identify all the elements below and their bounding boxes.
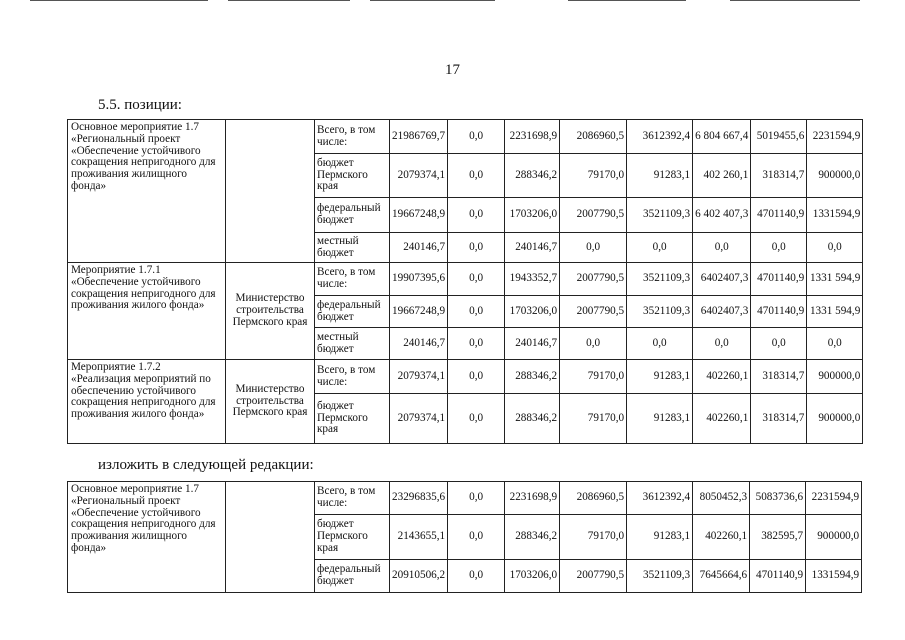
amount-cell: 19907395,6 (390, 263, 448, 296)
amount-cell: 0,0 (751, 233, 807, 263)
amount-cell: 2231594,9 (807, 120, 863, 154)
amount-cell: 0,0 (448, 515, 505, 560)
responsible-executor: Министерство строительства Пермского края (226, 263, 315, 360)
amount-cell: 240146,7 (505, 328, 560, 360)
activity-name: Основное мероприятие 1.7 «Региональный проект «Обеспечение устойчивого сокращения непригодного для проживания жилищного фонда» (68, 120, 226, 263)
amount-cell: 0,0 (560, 233, 627, 263)
responsible-executor (226, 120, 315, 263)
amount-cell: 900000,0 (807, 394, 863, 444)
amount-cell: 0,0 (693, 328, 751, 360)
amount-cell: 2079374,1 (390, 394, 448, 444)
responsible-executor (226, 482, 315, 593)
amount-cell: 0,0 (448, 482, 505, 515)
amount-cell: 1331594,9 (806, 560, 862, 593)
replace-note: изложить в следующей редакции: (98, 457, 314, 473)
amount-cell: 4701140,9 (751, 296, 807, 328)
amount-cell: 4701140,9 (750, 560, 806, 593)
amount-cell: 0,0 (627, 233, 693, 263)
amount-cell: 288346,2 (505, 154, 560, 198)
amount-cell: 240146,7 (390, 328, 448, 360)
amount-cell: 19667248,9 (390, 296, 448, 328)
amount-cell: 5019455,6 (751, 120, 807, 154)
amount-cell: 2007790,5 (560, 296, 627, 328)
amount-cell: 1943352,7 (505, 263, 560, 296)
amount-cell: 0,0 (448, 198, 505, 233)
amount-cell: 288346,2 (505, 515, 560, 560)
amount-cell: 0,0 (448, 296, 505, 328)
table-row (68, 120, 863, 154)
amount-cell: 3612392,4 (627, 120, 693, 154)
amount-cell: 23296835,6 (390, 482, 448, 515)
funding-source: федеральный бюджет (315, 198, 390, 233)
amount-cell: 288346,2 (505, 360, 560, 394)
amount-cell: 6402407,3 (693, 296, 751, 328)
responsible-executor: Министерство строительства Пермского края (226, 360, 315, 444)
amount-cell: 0,0 (807, 233, 863, 263)
amount-cell: 0,0 (448, 154, 505, 198)
funding-source: бюджет Пермского края (315, 154, 390, 198)
amount-cell: 0,0 (751, 328, 807, 360)
amount-cell: 2079374,1 (390, 360, 448, 394)
amount-cell: 0,0 (693, 233, 751, 263)
amount-cell: 0,0 (627, 328, 693, 360)
amount-cell: 0,0 (807, 328, 863, 360)
amount-cell: 402260,1 (693, 394, 751, 444)
amount-cell: 0,0 (448, 263, 505, 296)
section-title: 5.5. позиции: (98, 97, 182, 113)
amount-cell: 5083736,6 (750, 482, 806, 515)
amount-cell: 382595,7 (750, 515, 806, 560)
amount-cell: 900000,0 (807, 360, 863, 394)
activity-name: Основное мероприятие 1.7 «Региональный проект «Обеспечение устойчивого сокращения непригодного для проживания жилищного фонда» (68, 482, 226, 593)
amount-cell: 3521109,3 (627, 263, 693, 296)
amount-cell: 900000,0 (807, 154, 863, 198)
amount-cell: 0,0 (448, 560, 505, 593)
amount-cell: 2007790,5 (560, 263, 627, 296)
scan-edge-line (228, 0, 350, 1)
funding-source: федеральный бюджет (315, 560, 390, 593)
amount-cell: 402260,1 (693, 515, 750, 560)
amount-cell: 318314,7 (751, 360, 807, 394)
amount-cell: 0,0 (560, 328, 627, 360)
amount-cell: 4701140,9 (751, 263, 807, 296)
amount-cell: 4701140,9 (751, 198, 807, 233)
amount-cell: 1703206,0 (505, 296, 560, 328)
amount-cell: 79170,0 (560, 394, 627, 444)
amount-cell: 2086960,5 (560, 120, 627, 154)
amount-cell: 21986769,7 (390, 120, 448, 154)
scan-edge-line (30, 0, 208, 1)
scan-edge-line (568, 0, 686, 1)
scan-edge-line (730, 0, 860, 1)
amount-cell: 1331594,9 (807, 198, 863, 233)
amount-cell: 3521109,3 (627, 560, 693, 593)
amount-cell: 3612392,4 (627, 482, 693, 515)
amount-cell: 3521109,3 (627, 198, 693, 233)
amount-cell: 0,0 (448, 120, 505, 154)
amount-cell: 2086960,5 (560, 482, 627, 515)
amount-cell: 7645664,6 (693, 560, 750, 593)
amount-cell: 2231698,9 (505, 120, 560, 154)
amount-cell: 0,0 (448, 360, 505, 394)
funding-source: бюджет Пермского края (315, 515, 390, 560)
table-row (68, 263, 863, 296)
amount-cell: 1331 594,9 (807, 296, 863, 328)
amount-cell: 2007790,5 (560, 560, 627, 593)
amount-cell: 6 402 407,3 (693, 198, 751, 233)
amount-cell: 1703206,0 (505, 198, 560, 233)
amount-cell: 91283,1 (627, 394, 693, 444)
new-funding-table (67, 481, 862, 593)
funding-source: Всего, в том числе: (315, 263, 390, 296)
amount-cell: 0,0 (448, 394, 505, 444)
funding-source: бюджет Пермского края (315, 394, 390, 444)
old-funding-table (67, 119, 863, 444)
amount-cell: 402 260,1 (693, 154, 751, 198)
amount-cell: 2231594,9 (806, 482, 862, 515)
amount-cell: 19667248,9 (390, 198, 448, 233)
amount-cell: 91283,1 (627, 360, 693, 394)
table-row (68, 482, 862, 515)
funding-source: Всего, в том числе: (315, 120, 390, 154)
funding-source: Всего, в том числе: (315, 360, 390, 394)
funding-source: Всего, в том числе: (315, 482, 390, 515)
amount-cell: 2079374,1 (390, 154, 448, 198)
amount-cell: 240146,7 (505, 233, 560, 263)
amount-cell: 900000,0 (806, 515, 862, 560)
amount-cell: 6 804 667,4 (693, 120, 751, 154)
amount-cell: 79170,0 (560, 515, 627, 560)
activity-name: Мероприятие 1.7.2 «Реализация мероприятий по обеспечению устойчивого сокращения непригодного для проживания жилого фонда» (68, 360, 226, 444)
amount-cell: 79170,0 (560, 154, 627, 198)
funding-source: местный бюджет (315, 328, 390, 360)
amount-cell: 1331 594,9 (807, 263, 863, 296)
table-row (68, 360, 863, 394)
amount-cell: 79170,0 (560, 360, 627, 394)
amount-cell: 8050452,3 (693, 482, 750, 515)
amount-cell: 318314,7 (751, 394, 807, 444)
scan-edge-line (370, 0, 495, 1)
amount-cell: 20910506,2 (390, 560, 448, 593)
amount-cell: 2231698,9 (505, 482, 560, 515)
amount-cell: 0,0 (448, 233, 505, 263)
amount-cell: 6402407,3 (693, 263, 751, 296)
amount-cell: 402260,1 (693, 360, 751, 394)
amount-cell: 288346,2 (505, 394, 560, 444)
amount-cell: 1703206,0 (505, 560, 560, 593)
amount-cell: 0,0 (448, 328, 505, 360)
activity-name: Мероприятие 1.7.1 «Обеспечение устойчивого сокращения непригодного для проживания жилого фонда» (68, 263, 226, 360)
amount-cell: 240146,7 (390, 233, 448, 263)
amount-cell: 91283,1 (627, 154, 693, 198)
amount-cell: 2007790,5 (560, 198, 627, 233)
amount-cell: 318314,7 (751, 154, 807, 198)
funding-source: федеральный бюджет (315, 296, 390, 328)
amount-cell: 2143655,1 (390, 515, 448, 560)
page-number: 17 (445, 62, 460, 78)
amount-cell: 91283,1 (627, 515, 693, 560)
funding-source: местный бюджет (315, 233, 390, 263)
amount-cell: 3521109,3 (627, 296, 693, 328)
